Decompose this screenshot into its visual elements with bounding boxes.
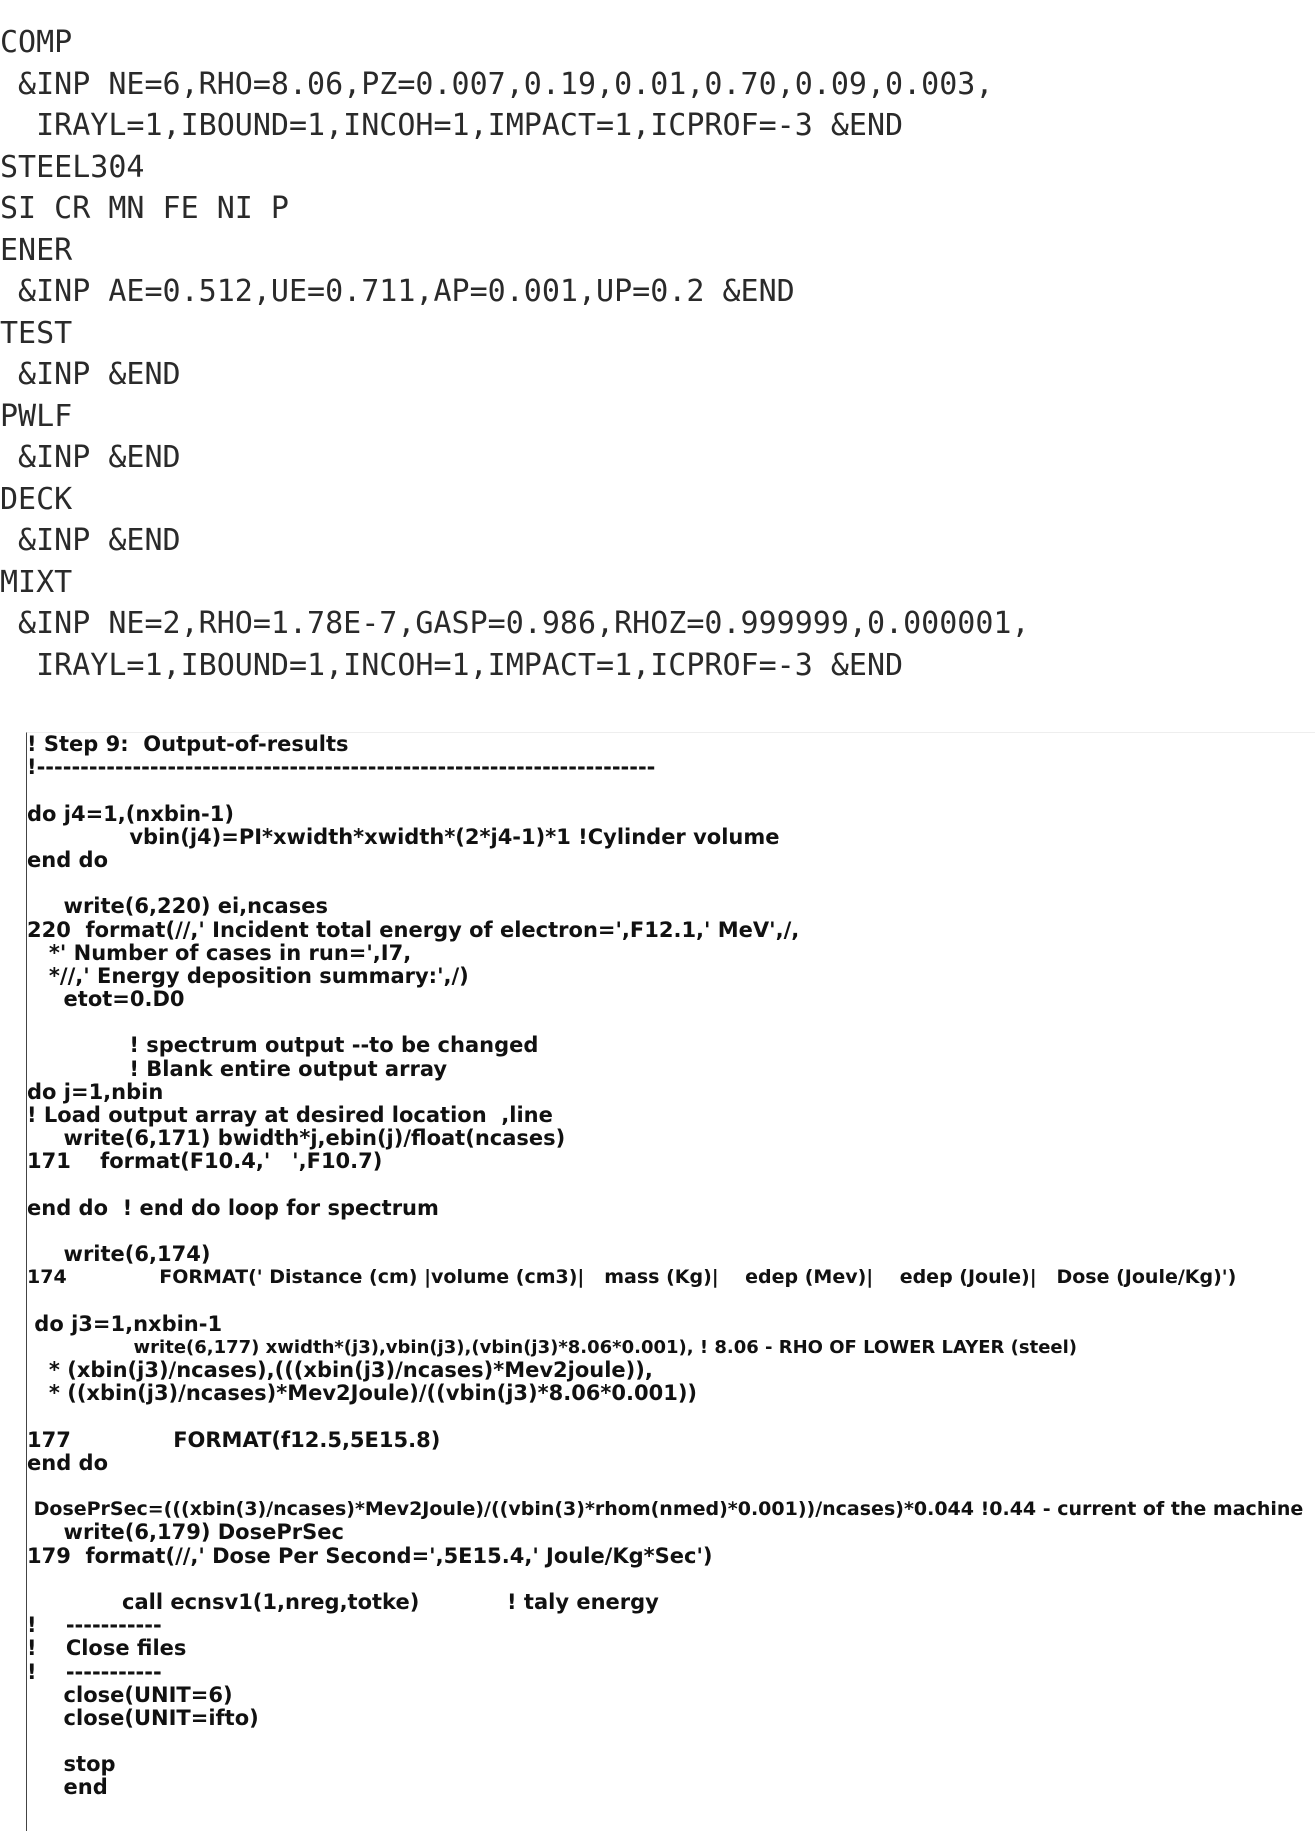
code-line: !----------------------------------------------------------------------- [27,756,656,780]
code-line: call ecnsv1(1,nreg,totke) ! taly energy [27,1590,659,1614]
code-line: PWLF [0,398,73,434]
code-line: ENER [0,232,73,268]
code-line: * (xbin(j3)/ncases),(((xbin(j3)/ncases)*Mev2joule)), [27,1359,653,1383]
code-line [27,1220,1315,1243]
code-line: do j3=1,nxbin-1 [27,1312,223,1336]
code-line: do j4=1,(nxbin-1) [27,802,234,826]
code-line: write(6,171) bwidth*j,ebin(j)/float(ncases) [27,1127,566,1151]
code-line: &INP AE=0.512,UE=0.711,AP=0.001,UP=0.2 &END [0,274,795,309]
code-line: close(UNIT=ifto) [27,1706,259,1730]
code-line [27,1011,1315,1034]
code-line: 171 format(F10.4,' ',F10.7) [27,1150,383,1174]
code-line: write(6,179) DosePrSec [27,1521,344,1545]
code-line [27,1568,1315,1591]
code-line: ! ----------- [27,1660,162,1684]
code-line [27,779,1315,802]
code-line: 220 format(//,' Incident total energy of electron=',F12.1,' MeV',/, [27,918,800,942]
code-line: ! ----------- [27,1614,162,1638]
code-line: ! spectrum output --to be changed [27,1034,539,1058]
code-line: &INP &END [0,357,181,392]
code-line: MIXT [0,564,73,600]
code-line: IRAYL=1,IBOUND=1,INCOH=1,IMPACT=1,ICPROF=-3 &END [0,647,904,683]
fortran-output-code-listing [26,732,1315,1831]
code-line: 177 FORMAT(f12.5,5E15.8) [27,1428,441,1452]
code-line: do j=1,nbin [27,1080,164,1104]
code-line: COMP [0,25,73,60]
top-input-deck-listing [0,22,1316,686]
code-line [27,1290,1315,1313]
code-line: SI CR MN FE NI P [0,191,289,226]
code-line: end [27,1776,108,1800]
code-line: *' Number of cases in run=',I7, [27,941,412,965]
code-line: ! Load output array at desired location ,line [27,1104,553,1127]
code-line: write(6,174) [27,1243,211,1267]
code-line: end do [27,1451,108,1475]
code-line: 179 format(//,' Dose Per Second=',5E15.4,' Joule/Kg*Sec') [27,1544,713,1568]
code-line: write(6,177) xwidth*(j3),vbin(j3),(vbin(j3)*8.06*0.001), ! 8.06 - RHO OF LOWER LAYER (steel) [27,1336,1078,1358]
code-line: close(UNIT=6) [27,1683,233,1707]
code-line: &INP &END [0,523,181,558]
code-line: &INP NE=2,RHO=1.78E-7,GASP=0.986,RHOZ=0.999999,0.000001, [0,606,1030,641]
code-line: end do ! end do loop for spectrum [27,1196,439,1220]
code-line [27,1174,1315,1197]
code-line: &INP NE=6,RHO=8.06,PZ=0.007,0.19,0.01,0.70,0.09,0.003, [0,66,994,102]
code-line [27,1475,1315,1498]
code-line: IRAYL=1,IBOUND=1,INCOH=1,IMPACT=1,ICPROF=-3 &END [0,108,904,143]
code-line: * ((xbin(j3)/ncases)*Mev2Joule)/((vbin(j3)*8.06*0.001)) [27,1382,698,1406]
code-line: ! Blank entire output array [27,1057,448,1081]
code-line: end do [27,848,108,872]
code-line: ! Step 9: Output-of-results [27,733,349,756]
code-line [27,872,1315,895]
code-line: TEST [0,315,73,351]
code-line [27,1405,1315,1428]
code-line: STEEL304 [0,149,145,185]
code-line: etot=0.D0 [27,988,185,1012]
code-line: ! Close files [27,1637,187,1661]
code-line: vbin(j4)=PI*xwidth*xwidth*(2*j4-1)*1 !Cylinder volume [27,825,780,849]
code-line: DosePrSec=(((xbin(3)/ncases)*Mev2Joule)/((vbin(3)*rhom(nmed)*0.001))/ncases)*0.044 !0.44 - current of the machine [27,1498,1304,1521]
code-line: stop [27,1753,116,1777]
code-line: DECK [0,481,73,517]
code-line: 174 FORMAT(' Distance (cm) |volume (cm3)| mass (Kg)| edep (Mev)| edep (Joule)| Dose (Joule/Kg)') [27,1266,1237,1289]
code-line [27,1730,1315,1753]
code-line: write(6,220) ei,ncases [27,895,328,919]
code-line: &INP &END [0,440,181,475]
code-line: *//,' Energy deposition summary:',/) [27,964,469,988]
